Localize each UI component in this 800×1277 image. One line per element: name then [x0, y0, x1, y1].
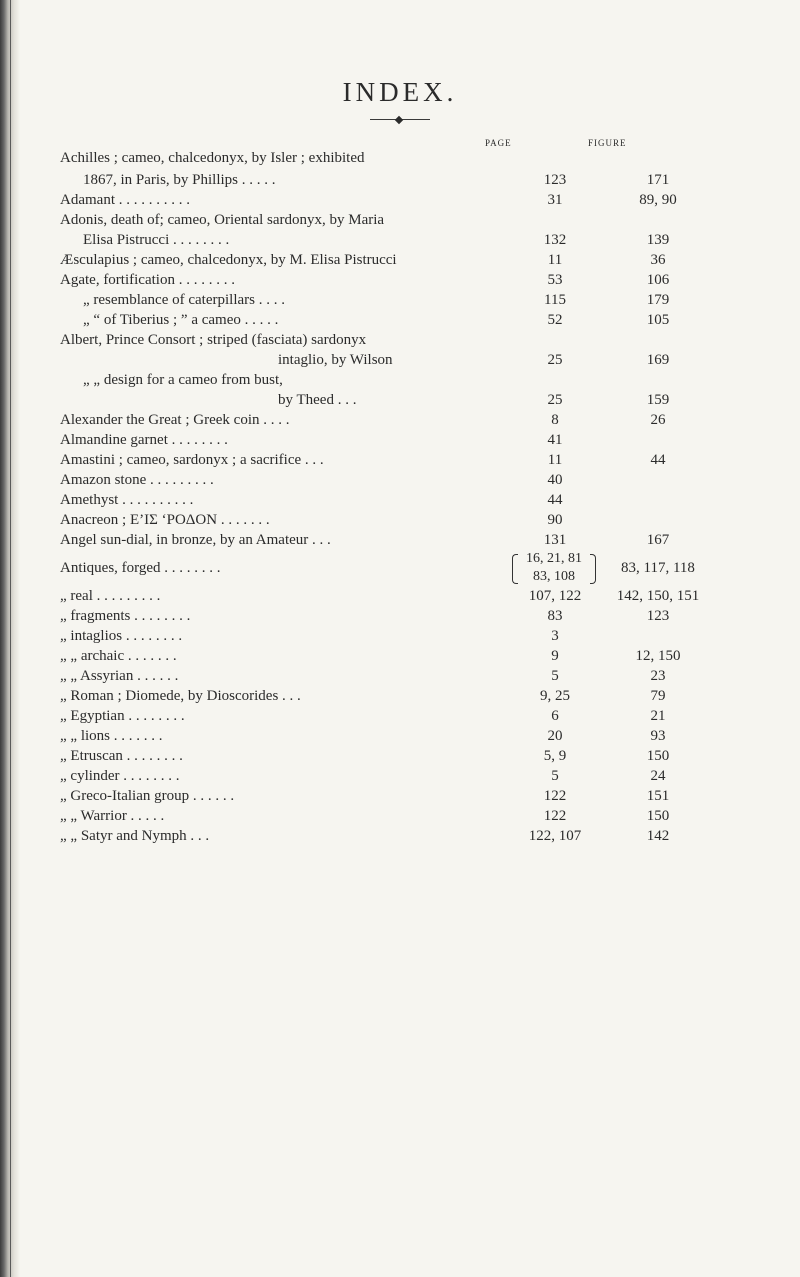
index-entry: [60, 146, 700, 170]
entry-page: 5: [551, 668, 559, 684]
entry-description: „ “ of Tiberius ; ” a cameo . . . . .: [83, 312, 279, 328]
entry-description: Antiques, forged . . . . . . . .: [60, 560, 221, 576]
entry-page: 90: [547, 512, 563, 528]
entry-page: 123: [543, 172, 567, 188]
entry-figure: 123: [646, 608, 670, 624]
entry-page: 5, 9: [543, 748, 567, 764]
index-entry: [60, 686, 700, 706]
entry-figure: 139: [646, 232, 670, 248]
entry-figure: 83, 117, 118: [621, 560, 695, 576]
entry-page: 11: [547, 252, 563, 268]
entry-description: „ Etruscan . . . . . . . .: [60, 748, 183, 764]
index-entry: [60, 786, 700, 806]
entry-description: intaglio, by Wilson: [278, 352, 393, 368]
index-entry: [60, 826, 700, 846]
index-entry: [60, 510, 700, 530]
index-entry: [60, 470, 700, 490]
entry-page: 122, 107: [528, 828, 582, 844]
index-entry: [60, 450, 700, 470]
index-entry: [60, 270, 700, 290]
entry-description: „ „ Warrior . . . . .: [60, 808, 165, 824]
index-entry: [60, 430, 700, 450]
entry-description: „ fragments . . . . . . . .: [60, 608, 191, 624]
index-entry: [60, 490, 700, 510]
entry-description: „ „ Assyrian . . . . . .: [60, 668, 179, 684]
entry-description: „ cylinder . . . . . . . .: [60, 768, 180, 784]
entry-description: „ Egyptian . . . . . . . .: [60, 708, 185, 724]
index-entry: [60, 666, 700, 686]
entry-description: 1867, in Paris, by Phillips . . . . .: [83, 172, 276, 188]
entry-figure: 169: [646, 352, 670, 368]
entry-description: „ „ lions . . . . . . .: [60, 728, 163, 744]
entry-description: Angel sun-dial, in bronze, by an Amateur . . .: [60, 532, 331, 548]
entry-description: Almandine garnet . . . . . . . .: [60, 432, 228, 448]
entry-description: Albert, Prince Consort ; striped (fasciata) sardonyx: [60, 332, 367, 348]
index-entry: [60, 230, 700, 250]
index-entry: [60, 210, 700, 230]
entry-page: 5: [551, 768, 559, 784]
entry-page: 115: [544, 292, 566, 308]
entry-figure: 26: [650, 412, 666, 428]
entry-figure: 142, 150, 151: [616, 588, 700, 604]
index-entry: [60, 766, 700, 786]
entry-page: 131: [543, 532, 567, 548]
index-entry: [60, 410, 700, 430]
entry-figure: 171: [646, 172, 670, 188]
index-entry: [60, 390, 700, 410]
entry-figure: 159: [646, 392, 670, 408]
entry-figure: 23: [650, 668, 666, 684]
entry-description: „ intaglios . . . . . . . .: [60, 628, 183, 644]
entry-figure: 150: [646, 748, 670, 764]
index-entry: [60, 370, 700, 390]
entry-figure: 151: [646, 788, 670, 804]
title-ornament: [370, 117, 430, 123]
index-entry: [60, 746, 700, 766]
entry-figure: 12, 150: [635, 648, 681, 664]
index-entry: [60, 330, 700, 350]
entry-figure: 105: [646, 312, 670, 328]
entry-figure: 36: [650, 252, 666, 268]
binding-rule: [10, 0, 11, 1277]
entry-page: 107, 122: [528, 588, 582, 604]
entry-description: Amethyst . . . . . . . . . .: [60, 492, 194, 508]
entry-description: by Theed . . .: [278, 392, 357, 408]
entry-description: „ „ design for a cameo from bust,: [83, 372, 283, 388]
index-entry: [60, 350, 700, 370]
entry-page: 122: [543, 808, 567, 824]
entry-page: 9: [551, 648, 559, 664]
page-title: INDEX.: [342, 77, 458, 107]
index-entry: [60, 310, 700, 330]
entry-page: 25: [547, 352, 563, 368]
index-entry: [60, 530, 700, 550]
entry-description: Anacreon ; E’IΣ ‘POΔON . . . . . . .: [60, 512, 270, 528]
index-entry: [60, 726, 700, 746]
index-entry: [60, 550, 700, 586]
index-entry: [60, 586, 700, 606]
entry-description: Alexander the Great ; Greek coin . . . .: [60, 412, 290, 428]
entry-description: Æsculapius ; cameo, chalcedonyx, by M. Elisa Pistrucci: [60, 252, 397, 268]
entry-description: Adonis, death of; cameo, Oriental sardonyx, by Maria: [60, 212, 385, 228]
entry-page-line: 16, 21, 81: [526, 551, 582, 566]
entry-page: 53: [547, 272, 563, 288]
entry-figure: 24: [650, 768, 666, 784]
index-entry: [60, 170, 700, 190]
index-entry: [60, 626, 700, 646]
column-header-page: PAGE: [485, 138, 512, 148]
entry-description: Amazon stone . . . . . . . . .: [60, 472, 214, 488]
index-entry: [60, 190, 700, 210]
entry-description: „ real . . . . . . . . .: [60, 588, 161, 604]
entry-page-bracketed: [512, 550, 596, 586]
entry-page: 3: [551, 628, 559, 644]
index-entry: [60, 606, 700, 626]
entry-page: 9, 25: [540, 688, 570, 704]
entry-description: „ Greco-Italian group . . . . . .: [60, 788, 235, 804]
entry-figure: 21: [650, 708, 666, 724]
entry-figure: 44: [650, 452, 666, 468]
entry-page: 83: [547, 608, 563, 624]
entry-description: Elisa Pistrucci . . . . . . . .: [83, 232, 230, 248]
index-list: [60, 146, 700, 846]
entry-description: „ „ Satyr and Nymph . . .: [60, 828, 210, 844]
entry-figure: 106: [646, 272, 670, 288]
entry-figure: 142: [646, 828, 670, 844]
entry-description: „ Roman ; Diomede, by Dioscorides . . .: [60, 688, 301, 704]
entry-page: 41: [547, 432, 563, 448]
entry-page: 44: [547, 492, 563, 508]
entry-figure: 167: [646, 532, 670, 548]
entry-page-line: 83, 108: [533, 569, 575, 584]
index-entry: [60, 806, 700, 826]
entry-page: 11: [547, 452, 563, 468]
entry-figure: 179: [646, 292, 670, 308]
entry-description: „ resemblance of caterpillars . . . .: [83, 292, 285, 308]
entry-page: 122: [543, 788, 567, 804]
index-entry: [60, 250, 700, 270]
entry-figure: 93: [650, 728, 666, 744]
entry-page: 132: [543, 232, 567, 248]
entry-page: 8: [551, 412, 559, 428]
entry-figure: 89, 90: [639, 192, 677, 208]
entry-description: Adamant . . . . . . . . . .: [60, 192, 190, 208]
entry-description: Achilles ; cameo, chalcedonyx, by Isler ; exhibited: [60, 150, 365, 166]
index-entry: [60, 646, 700, 666]
index-entry: [60, 290, 700, 310]
column-header-figure: FIGURE: [588, 138, 627, 148]
entry-figure: 79: [650, 688, 666, 704]
entry-figure: 150: [646, 808, 670, 824]
entry-page: 31: [547, 192, 563, 208]
entry-page: 25: [547, 392, 563, 408]
entry-description: „ „ archaic . . . . . . .: [60, 648, 177, 664]
entry-description: Agate, fortification . . . . . . . .: [60, 272, 235, 288]
entry-description: Amastini ; cameo, sardonyx ; a sacrifice . . .: [60, 452, 324, 468]
entry-page: 6: [551, 708, 559, 724]
entry-page: 52: [547, 312, 563, 328]
index-entry: [60, 706, 700, 726]
entry-page: 40: [547, 472, 563, 488]
entry-page: 20: [547, 728, 563, 744]
